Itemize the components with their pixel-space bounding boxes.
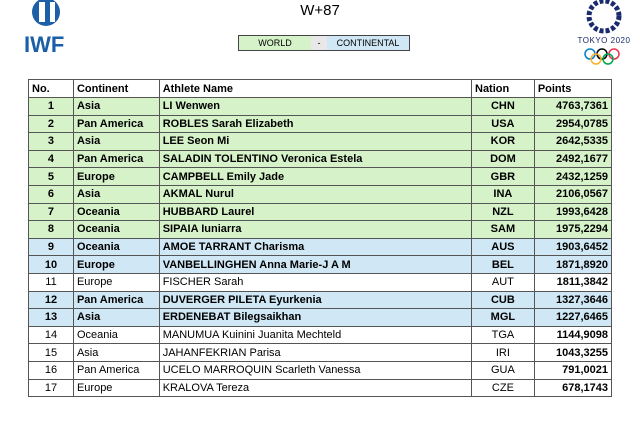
column-header-athlete: Athlete Name [159,80,471,98]
column-header-points: Points [534,80,611,98]
table-row [29,115,612,133]
nation-cell: USA [472,115,535,133]
tokyo-logo-text: TOKYO 2020 [577,36,631,45]
table-row [29,133,612,151]
nation-cell: NZL [472,203,535,221]
athlete-name-cell: CAMPBELL Emily Jade [159,168,471,186]
column-header-nation: Nation [472,80,535,98]
rank-cell: 13 [29,309,74,327]
athlete-name-cell: HUBBARD Laurel [159,203,471,221]
table-row [29,361,612,379]
tokyo-2020-logo [570,0,638,70]
table-header-row [29,80,612,98]
points-cell: 4763,7361 [534,98,611,116]
table-row [29,150,612,168]
nation-cell: CHN [472,98,535,116]
athlete-name-cell: FISCHER Sarah [159,273,471,291]
nation-cell: AUT [472,273,535,291]
table-row [29,291,612,309]
continent-cell: Europe [73,379,159,397]
points-cell: 1975,2294 [534,221,611,239]
rank-cell: 17 [29,379,74,397]
athlete-name-cell: MANUMUA Kuinini Juanita Mechteld [159,326,471,344]
athlete-name-cell: SALADIN TOLENTINO Veronica Estela [159,150,471,168]
athlete-name-cell: JAHANFEKRIAN Parisa [159,344,471,362]
quota-legend [238,35,410,51]
column-header-no: No. [29,80,74,98]
legend-world: WORLD [239,36,311,50]
athlete-name-cell: LEE Seon Mi [159,133,471,151]
nation-cell: CZE [472,379,535,397]
continent-cell: Asia [73,98,159,116]
table-row [29,326,612,344]
rank-cell: 15 [29,344,74,362]
continent-cell: Oceania [73,326,159,344]
nation-cell: GUA [472,361,535,379]
athlete-name-cell: ERDENEBAT Bilegsaikhan [159,309,471,327]
athlete-name-cell: SIPAIA Iuniarra [159,221,471,239]
points-cell: 1144,9098 [534,326,611,344]
nation-cell: TGA [472,326,535,344]
continent-cell: Asia [73,309,159,327]
rank-cell: 2 [29,115,74,133]
rank-cell: 10 [29,256,74,274]
rank-cell: 12 [29,291,74,309]
table-row [29,98,612,116]
rankings-table [28,79,612,397]
points-cell: 1327,3646 [534,291,611,309]
legend-separator: - [311,36,327,50]
points-cell: 1993,6428 [534,203,611,221]
athlete-name-cell: KRALOVA Tereza [159,379,471,397]
continent-cell: Europe [73,256,159,274]
points-cell: 1811,3842 [534,273,611,291]
points-cell: 678,1743 [534,379,611,397]
nation-cell: IRI [472,344,535,362]
table-row [29,309,612,327]
points-cell: 1043,3255 [534,344,611,362]
nation-cell: GBR [472,168,535,186]
table-row [29,344,612,362]
rank-cell: 8 [29,221,74,239]
rank-cell: 1 [29,98,74,116]
rank-cell: 6 [29,185,74,203]
continent-cell: Asia [73,133,159,151]
nation-cell: INA [472,185,535,203]
points-cell: 2106,0567 [534,185,611,203]
continent-cell: Pan America [73,115,159,133]
continent-cell: Asia [73,344,159,362]
rank-cell: 3 [29,133,74,151]
table-row [29,379,612,397]
table-row [29,238,612,256]
rank-cell: 11 [29,273,74,291]
table-row [29,221,612,239]
points-cell: 2642,5335 [534,133,611,151]
nation-cell: MGL [472,309,535,327]
table-row [29,273,612,291]
iwf-logo-text: IWF [24,32,65,57]
continent-cell: Oceania [73,221,159,239]
nation-cell: KOR [472,133,535,151]
continent-cell: Pan America [73,361,159,379]
rank-cell: 16 [29,361,74,379]
continent-cell: Pan America [73,150,159,168]
points-cell: 1903,6452 [534,238,611,256]
points-cell: 2954,0785 [534,115,611,133]
nation-cell: BEL [472,256,535,274]
legend-continental: CONTINENTAL [327,36,409,50]
athlete-name-cell: DUVERGER PILETA Eyurkenia [159,291,471,309]
continent-cell: Asia [73,185,159,203]
rank-cell: 9 [29,238,74,256]
points-cell: 2492,1677 [534,150,611,168]
points-cell: 2432,1259 [534,168,611,186]
nation-cell: CUB [472,291,535,309]
athlete-name-cell: ROBLES Sarah Elizabeth [159,115,471,133]
tokyo-emblem-icon [570,0,638,36]
table-row [29,203,612,221]
continent-cell: Oceania [73,238,159,256]
table-row [29,168,612,186]
points-cell: 791,0021 [534,361,611,379]
rank-cell: 14 [29,326,74,344]
points-cell: 1227,6465 [534,309,611,327]
athlete-name-cell: AKMAL Nurul [159,185,471,203]
athlete-name-cell: UCELO MARROQUIN Scarleth Vanessa [159,361,471,379]
nation-cell: DOM [472,150,535,168]
points-cell: 1871,8920 [534,256,611,274]
rank-cell: 4 [29,150,74,168]
column-header-continent: Continent [73,80,159,98]
nation-cell: SAM [472,221,535,239]
nation-cell: AUS [472,238,535,256]
continent-cell: Europe [73,273,159,291]
olympic-rings-icon [570,46,638,66]
athlete-name-cell: VANBELLINGHEN Anna Marie-J A M [159,256,471,274]
rank-cell: 5 [29,168,74,186]
rank-cell: 7 [29,203,74,221]
table-row [29,185,612,203]
page-title: W+87 [300,2,340,19]
athlete-name-cell: LI Wenwen [159,98,471,116]
continent-cell: Europe [73,168,159,186]
continent-cell: Oceania [73,203,159,221]
athlete-name-cell: AMOE TARRANT Charisma [159,238,471,256]
table-row [29,256,612,274]
continent-cell: Pan America [73,291,159,309]
